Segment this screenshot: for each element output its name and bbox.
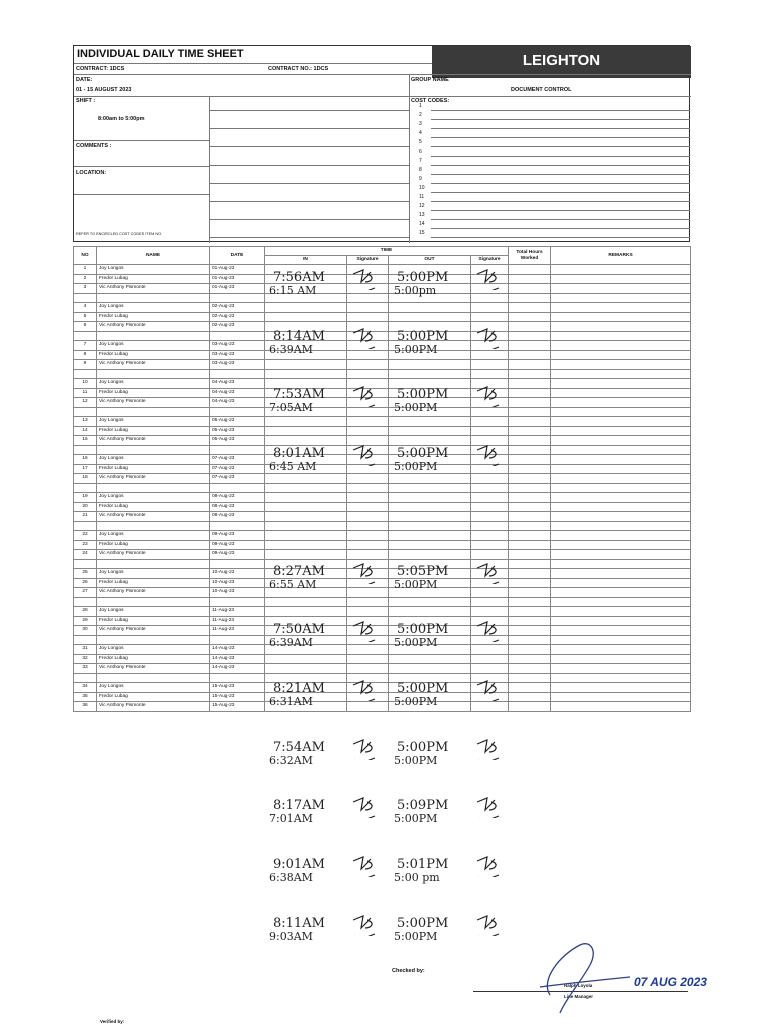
row-name: Joy Longos	[97, 683, 210, 693]
row-name: Fredor Lubag	[97, 616, 210, 626]
row-no: 12	[74, 398, 97, 408]
row-date: 14-Aug-23	[210, 654, 265, 664]
row-no: 17	[74, 464, 97, 474]
row-no: 1	[74, 265, 97, 275]
cost-code-number: 13	[419, 212, 425, 219]
handwritten-time: 5:00PM	[394, 694, 438, 708]
initials-signature	[473, 738, 503, 760]
handwritten-time: 5:00pm	[394, 284, 437, 297]
row-date: 03-Aug-23	[210, 350, 265, 360]
initials-signature	[473, 385, 503, 407]
initials-signature	[349, 620, 379, 642]
row-name: Fredor Lubag	[97, 464, 210, 474]
row-no: 24	[74, 550, 97, 560]
initials-signature	[473, 855, 503, 877]
table-row	[74, 502, 691, 512]
initials-signature	[349, 855, 379, 877]
initials-signature	[349, 679, 379, 701]
initials-signature	[473, 268, 503, 290]
row-date: 07-Aug-23	[210, 455, 265, 465]
initials-signature	[349, 268, 379, 290]
row-no: 25	[74, 569, 97, 579]
table-row	[74, 426, 691, 436]
row-date: 10-Aug-23	[210, 578, 265, 588]
initials-signature	[349, 385, 379, 407]
handwritten-time: 6:45 AM	[269, 460, 317, 474]
table-row	[74, 379, 691, 389]
col-total: Total Hours Worked	[509, 247, 551, 265]
row-name: Vic Anthony Pismonte	[97, 664, 210, 674]
row-date: 04-Aug-23	[210, 379, 265, 389]
table-row	[74, 569, 691, 579]
row-name: Vic Anthony Pismonte	[97, 550, 210, 560]
row-date: 02-Aug-23	[210, 322, 265, 332]
cost-code-number: 15	[419, 230, 425, 237]
row-name: Joy Longos	[97, 493, 210, 503]
table-row	[74, 702, 691, 712]
table-row	[74, 312, 691, 322]
handwritten-time: 5:05PM	[397, 563, 449, 579]
row-date: 15-Aug-23	[210, 692, 265, 702]
row-name: Vic Anthony Pismonte	[97, 512, 210, 522]
date-stamp: 07 AUG 2023	[634, 975, 707, 989]
row-name: Fredor Lubag	[97, 426, 210, 436]
initials-signature	[473, 327, 503, 349]
row-no: 7	[74, 341, 97, 351]
refer-note: REFER TO ENCIRCLED COST CODES ITEM NO.	[76, 232, 163, 236]
timesheet	[73, 45, 690, 955]
row-name: Vic Anthony Pismonte	[97, 398, 210, 408]
handwritten-time: 5:00PM	[397, 328, 449, 344]
row-no: 16	[74, 455, 97, 465]
handwritten-time: 7:54AM	[273, 739, 325, 755]
table-row	[74, 284, 691, 294]
row-name: Vic Anthony Pismonte	[97, 284, 210, 294]
row-name: Joy Longos	[97, 341, 210, 351]
col-sig-in: Signature	[347, 256, 389, 265]
row-name: Vic Anthony Pismonte	[97, 436, 210, 446]
row-no: 30	[74, 626, 97, 636]
row-date: 08-Aug-23	[210, 493, 265, 503]
verified-by: Verified by:	[100, 1019, 125, 1024]
table-row	[74, 578, 691, 588]
table-row	[74, 388, 691, 398]
row-no: 32	[74, 654, 97, 664]
row-no: 36	[74, 702, 97, 712]
row-no: 3	[74, 284, 97, 294]
table-row	[74, 322, 691, 332]
table-row	[74, 493, 691, 503]
handwritten-time: 5:00PM	[397, 739, 449, 755]
handwritten-time: 7:01AM	[269, 812, 313, 826]
header-block	[73, 45, 690, 242]
handwritten-time: 5:00PM	[394, 577, 438, 591]
table-row	[74, 540, 691, 550]
cost-code-number: 3	[419, 121, 422, 128]
checked-by: Checked by:	[392, 968, 425, 974]
row-no: 4	[74, 303, 97, 313]
col-date: DATE	[210, 247, 265, 265]
table-row	[74, 588, 691, 598]
table-row	[74, 645, 691, 655]
row-name: Joy Longos	[97, 303, 210, 313]
row-date: 02-Aug-23	[210, 312, 265, 322]
group-value: DOCUMENT CONTROL	[511, 87, 572, 93]
col-name: NAME	[97, 247, 210, 265]
row-no: 34	[74, 683, 97, 693]
cost-code-number: 8	[419, 166, 422, 173]
row-no: 27	[74, 588, 97, 598]
table-row	[74, 550, 691, 560]
handwritten-time: 8:17AM	[273, 798, 325, 814]
row-date: 01-Aug-23	[210, 284, 265, 294]
row-date: 01-Aug-23	[210, 274, 265, 284]
row-name: Fredor Lubag	[97, 654, 210, 664]
initials-signature	[473, 562, 503, 584]
col-no: NO	[74, 247, 97, 265]
table-row	[74, 350, 691, 360]
row-name: Fredor Lubag	[97, 388, 210, 398]
table-row	[74, 274, 691, 284]
row-date: 09-Aug-23	[210, 531, 265, 541]
row-date: 04-Aug-23	[210, 388, 265, 398]
row-name: Joy Longos	[97, 569, 210, 579]
row-no: 14	[74, 426, 97, 436]
handwritten-time: 5:00PM	[394, 460, 438, 474]
row-no: 21	[74, 512, 97, 522]
row-no: 15	[74, 436, 97, 446]
shift-label: SHIFT :	[76, 98, 96, 104]
handwritten-time: 6:55 AM	[269, 577, 317, 591]
handwritten-time: 5:09PM	[397, 798, 449, 814]
row-no: 31	[74, 645, 97, 655]
row-no: 19	[74, 493, 97, 503]
cost-code-number: 4	[419, 130, 422, 137]
row-no: 11	[74, 388, 97, 398]
row-no: 22	[74, 531, 97, 541]
row-no: 35	[74, 692, 97, 702]
row-name: Joy Longos	[97, 379, 210, 389]
handwritten-time: 5:00PM	[397, 387, 449, 403]
handwritten-time: 5:00PM	[394, 812, 438, 826]
time-log-table	[73, 246, 691, 712]
initials-signature	[349, 444, 379, 466]
handwritten-time: 8:11AM	[273, 915, 325, 931]
table-row	[74, 692, 691, 702]
handwritten-time: 5:00PM	[394, 636, 438, 650]
row-date: 11-Aug-23	[210, 607, 265, 617]
brand-logo: LEIGHTON	[432, 46, 691, 78]
initials-signature	[349, 738, 379, 760]
row-name: Vic Anthony Pismonte	[97, 626, 210, 636]
row-name: Joy Longos	[97, 265, 210, 275]
row-date: 08-Aug-23	[210, 502, 265, 512]
col-out: OUT	[389, 256, 471, 265]
row-no: 10	[74, 379, 97, 389]
date-label: DATE:	[76, 77, 93, 83]
row-date: 11-Aug-23	[210, 616, 265, 626]
table-row	[74, 654, 691, 664]
table-row	[74, 531, 691, 541]
manager-role: Line Manager	[564, 994, 594, 999]
row-date: 01-Aug-23	[210, 265, 265, 275]
handwritten-time: 6:32AM	[269, 753, 313, 767]
cost-code-number: 11	[419, 194, 425, 200]
row-name: Fredor Lubag	[97, 502, 210, 512]
table-row	[74, 265, 691, 275]
table-row	[74, 607, 691, 617]
row-date: 07-Aug-23	[210, 474, 265, 484]
handwritten-time: 5:00PM	[394, 753, 438, 767]
cost-code-number: 7	[419, 157, 422, 164]
table-row	[74, 464, 691, 474]
handwritten-time: 5:00PM	[397, 446, 449, 462]
handwritten-time: 8:01AM	[273, 446, 325, 462]
initials-signature	[473, 796, 503, 818]
shift-value: 8:00am to 5:00pm	[98, 116, 145, 122]
row-name: Vic Anthony Pismonte	[97, 322, 210, 332]
row-no: 2	[74, 274, 97, 284]
handwritten-time: 5:00PM	[397, 270, 449, 285]
cost-code-number: 6	[419, 148, 422, 155]
manager-signature	[520, 925, 640, 1020]
handwritten-time: 7:56AM	[273, 270, 325, 285]
row-no: 23	[74, 540, 97, 550]
col-remarks: REMARKS	[551, 247, 691, 265]
cost-code-number: 2	[419, 112, 422, 119]
cost-codes-label: COST CODES:	[411, 98, 450, 104]
handwritten-time: 6:38AM	[269, 871, 313, 884]
row-no: 5	[74, 312, 97, 322]
row-date: 09-Aug-23	[210, 540, 265, 550]
row-no: 29	[74, 616, 97, 626]
cost-code-number: 9	[419, 175, 422, 182]
row-no: 20	[74, 502, 97, 512]
col-in: IN	[265, 256, 347, 265]
initials-signature	[473, 444, 503, 466]
handwritten-time: 5:00PM	[397, 915, 449, 931]
cost-code-number: 5	[419, 139, 422, 146]
cost-code-number: 12	[419, 203, 425, 210]
handwritten-time: 5:01PM	[397, 857, 449, 872]
row-no: 33	[74, 664, 97, 674]
row-no: 13	[74, 417, 97, 427]
row-date: 11-Aug-23	[210, 626, 265, 636]
row-no: 6	[74, 322, 97, 332]
contract-no-label: CONTRACT NO.: 1DCS	[268, 66, 329, 72]
handwritten-time: 6:31AM	[269, 694, 313, 708]
row-no: 26	[74, 578, 97, 588]
table-row	[74, 360, 691, 370]
col-sig-out: Signature	[471, 256, 509, 265]
row-date: 05-Aug-23	[210, 417, 265, 427]
initials-signature	[349, 796, 379, 818]
initials-signature	[349, 327, 379, 349]
table-row	[74, 341, 691, 351]
row-name: Fredor Lubag	[97, 312, 210, 322]
row-name: Fredor Lubag	[97, 692, 210, 702]
handwritten-time: 5:00PM	[394, 342, 438, 356]
handwritten-time: 5:00 pm	[394, 871, 440, 884]
initials-signature	[473, 679, 503, 701]
contract-label: CONTRACT: 1DCS	[76, 66, 125, 72]
row-date: 14-Aug-23	[210, 664, 265, 674]
date-value: 01 - 15 AUGUST 2023	[76, 87, 132, 93]
handwritten-time: 9:01AM	[273, 857, 325, 872]
handwritten-time: 8:14AM	[273, 328, 325, 344]
row-date: 09-Aug-23	[210, 550, 265, 560]
row-name: Vic Anthony Pismonte	[97, 702, 210, 712]
row-name: Fredor Lubag	[97, 540, 210, 550]
row-date: 03-Aug-23	[210, 360, 265, 370]
location-label: LOCATION:	[76, 170, 107, 176]
handwritten-time: 5:00PM	[397, 680, 449, 696]
row-name: Fredor Lubag	[97, 274, 210, 284]
manager-name: Ralph Loyola	[564, 983, 593, 988]
handwritten-time: 8:21AM	[273, 680, 325, 696]
handwritten-time: 5:00PM	[394, 401, 438, 415]
row-date: 15-Aug-23	[210, 683, 265, 693]
handwritten-time: 7:05AM	[269, 401, 313, 415]
group-label: GROUP NAME	[411, 77, 449, 83]
comments-label: COMMENTS :	[76, 143, 112, 149]
row-date: 07-Aug-23	[210, 464, 265, 474]
table-row	[74, 626, 691, 636]
row-name: Joy Longos	[97, 645, 210, 655]
row-date: 10-Aug-23	[210, 588, 265, 598]
initials-signature	[473, 914, 503, 936]
table-row	[74, 455, 691, 465]
table-row	[74, 616, 691, 626]
handwritten-time: 5:00PM	[397, 622, 449, 638]
row-name: Joy Longos	[97, 455, 210, 465]
row-name: Vic Anthony Pismonte	[97, 360, 210, 370]
row-date: 03-Aug-23	[210, 341, 265, 351]
row-no: 28	[74, 607, 97, 617]
row-date: 08-Aug-23	[210, 512, 265, 522]
sheet-title: INDIVIDUAL DAILY TIME SHEET	[77, 48, 244, 60]
cost-code-number: 10	[419, 184, 425, 191]
row-date: 14-Aug-23	[210, 645, 265, 655]
initials-signature	[473, 620, 503, 642]
cost-code-number: 1	[419, 103, 422, 109]
table-row	[74, 398, 691, 408]
handwritten-time: 8:27AM	[273, 563, 325, 579]
initials-signature	[349, 914, 379, 936]
handwritten-time: 9:03AM	[269, 929, 313, 943]
table-row	[74, 303, 691, 313]
row-date: 05-Aug-23	[210, 426, 265, 436]
row-date: 15-Aug-23	[210, 702, 265, 712]
handwritten-time: 6:39AM	[269, 636, 313, 650]
row-name: Vic Anthony Pismonte	[97, 474, 210, 484]
row-date: 02-Aug-23	[210, 303, 265, 313]
row-name: Vic Anthony Pismonte	[97, 588, 210, 598]
table-row	[74, 417, 691, 427]
row-date: 05-Aug-23	[210, 436, 265, 446]
cost-code-number: 14	[419, 221, 425, 228]
row-no: 8	[74, 350, 97, 360]
row-name: Joy Longos	[97, 607, 210, 617]
row-date: 10-Aug-23	[210, 569, 265, 579]
table-row	[74, 436, 691, 446]
handwritten-time: 7:50AM	[273, 622, 325, 638]
table-row	[74, 683, 691, 693]
row-name: Joy Longos	[97, 531, 210, 541]
table-row	[74, 664, 691, 674]
initials-signature	[349, 562, 379, 584]
handwritten-time: 6:39AM	[269, 342, 313, 356]
row-no: 18	[74, 474, 97, 484]
row-name: Joy Longos	[97, 417, 210, 427]
row-date: 04-Aug-23	[210, 398, 265, 408]
row-no: 9	[74, 360, 97, 370]
table-row	[74, 474, 691, 484]
row-name: Fredor Lubag	[97, 350, 210, 360]
handwritten-time: 6:15 AM	[269, 284, 317, 297]
table-row	[74, 512, 691, 522]
handwritten-time: 5:00PM	[394, 929, 438, 943]
row-name: Fredor Lubag	[97, 578, 210, 588]
col-time: TIME	[265, 247, 509, 256]
handwritten-time: 7:53AM	[273, 387, 325, 403]
